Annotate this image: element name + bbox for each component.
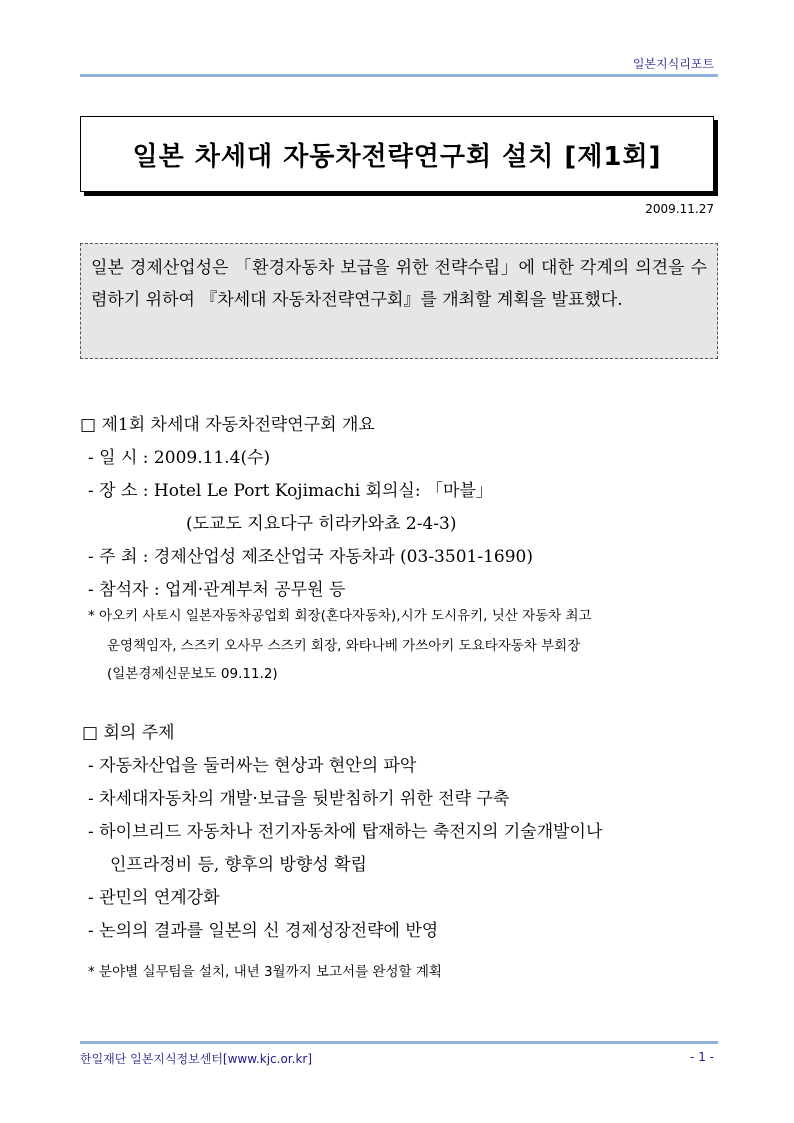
document-date: 2009.11.27 [645, 202, 714, 216]
summary-box: 일본 경제산업성은 「환경자동차 보급을 위한 전략수립」에 대한 각계의 의견을 수렴하기 위하여 『차세대 자동차전략연구회』를 개최할 계획을 발표했다. [80, 243, 718, 359]
document-title: 일본 차세대 자동차전략연구회 설치 [제1회] [132, 141, 662, 172]
footer-source: 한일재단 일본지식정보센터[www.kjc.or.kr] [80, 1052, 313, 1066]
section1-item-place: - 장 소 : Hotel Le Port Kojimachi 회의실: 「마블」 [88, 481, 493, 501]
footer-rule [80, 1041, 718, 1044]
section2-item-4: - 관민의 연계강화 [88, 888, 220, 908]
section2-item-5: - 논의의 결과를 일본의 신 경제성장전략에 반영 [88, 921, 439, 941]
section2-item-3-cont: 인프라정비 등, 향후의 방향성 확립 [110, 855, 367, 875]
header-label: 일본지식리포트 [632, 57, 714, 71]
section1-note-line1: * 아오키 사토시 일본자동차공업회 회장(혼다자동차),시가 도시유키, 닛산 자동차 최고 [88, 608, 592, 624]
section1-item-date: - 일 시 : 2009.11.4(수) [88, 448, 271, 468]
section2-note: * 분야별 실무팀을 설치, 내년 3월까지 보고서를 완성할 계획 [88, 964, 442, 980]
section2-item-1: - 자동차산업을 둘러싸는 현상과 현안의 파악 [88, 756, 417, 776]
section2-item-2: - 차세대자동차의 개발·보급을 뒷받침하기 위한 전략 구축 [88, 789, 510, 809]
title-box [80, 116, 714, 192]
section1-item-host: - 주 최 : 경제산업성 제조산업국 자동차과 (03-3501-1690) [88, 547, 533, 567]
section1-note-line2: 운영책임자, 스즈키 오사무 스즈키 회장, 와타나베 가쓰아키 도요타자동차 부회장 [107, 638, 581, 654]
section2-item-3: - 하이브리드 자동차나 전기자동차에 탑재하는 축전지의 기술개발이나 [88, 822, 603, 842]
page-number: - 1 - [690, 1050, 714, 1064]
section1-item-attendees: - 참석자 : 업계·관계부처 공무원 등 [88, 580, 346, 600]
header-rule [80, 74, 718, 77]
section1-item-address: (도교도 지요다구 히라카와쵸 2-4-3) [186, 514, 457, 534]
section1-heading: □ 제1회 차세대 자동차전략연구회 개요 [80, 415, 375, 435]
section2-heading: □ 회의 주제 [82, 723, 175, 743]
section1-note-line3: (일본경제신문보도 09.11.2) [107, 666, 278, 682]
